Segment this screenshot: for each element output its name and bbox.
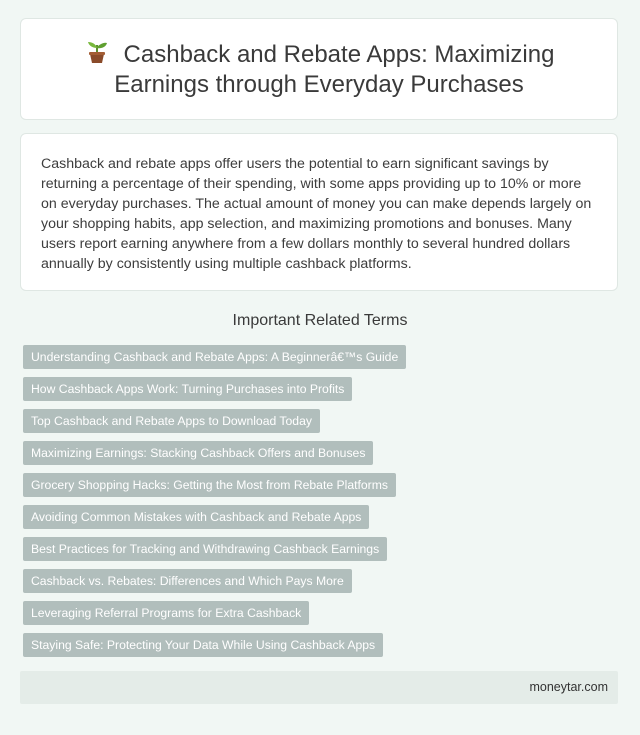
list-item [23,345,406,369]
seedling-icon [84,39,110,65]
list-item [23,537,406,561]
related-term-link[interactable]: Maximizing Earnings: Stacking Cashback Offers and Bonuses [23,441,373,465]
related-term-link[interactable]: Leveraging Referral Programs for Extra Cashback [23,601,309,625]
related-term-link[interactable]: Top Cashback and Rebate Apps to Download Today [23,409,320,433]
footer [20,671,618,704]
related-term-link[interactable]: Staying Safe: Protecting Your Data While Using Cashback Apps [23,633,383,657]
summary-text: Cashback and rebate apps offer users the potential to earn significant savings by returning a percentage of their spending, with some apps providing up to 10% or more on everyday purchases. The actual amount of money you can make depends largely on your shopping habits, app selection, and maximizing promotions and bonuses. Many users report earning anywhere from a few dollars monthly to several hundred dollars annually by consistently using multiple cashback platforms. [41,156,592,272]
related-term-link[interactable]: Understanding Cashback and Rebate Apps: A Beginnerâ€™s Guide [23,345,406,369]
page-title-text: Cashback and Rebate Apps: Maximizing Earnings through Everyday Purchases [114,40,555,98]
header-card [20,18,618,120]
summary-card [20,133,618,291]
list-item [23,409,406,433]
list-item [23,505,406,529]
list-item [23,377,406,401]
list-item [23,569,406,593]
list-item [23,441,406,465]
related-terms-heading: Important Related Terms [232,312,408,329]
list-item [23,633,406,657]
list-item [23,473,406,497]
related-term-link[interactable]: Avoiding Common Mistakes with Cashback and Rebate Apps [23,505,369,529]
related-term-link[interactable]: Grocery Shopping Hacks: Getting the Most from Rebate Platforms [23,473,396,497]
page-title [45,39,593,100]
related-terms-list [23,345,406,665]
related-term-link[interactable]: How Cashback Apps Work: Turning Purchases into Profits [23,377,352,401]
related-term-link[interactable]: Best Practices for Tracking and Withdrawing Cashback Earnings [23,537,387,561]
related-term-link[interactable]: Cashback vs. Rebates: Differences and Which Pays More [23,569,352,593]
list-item [23,601,406,625]
footer-site-name[interactable]: moneytar.com [529,680,608,694]
